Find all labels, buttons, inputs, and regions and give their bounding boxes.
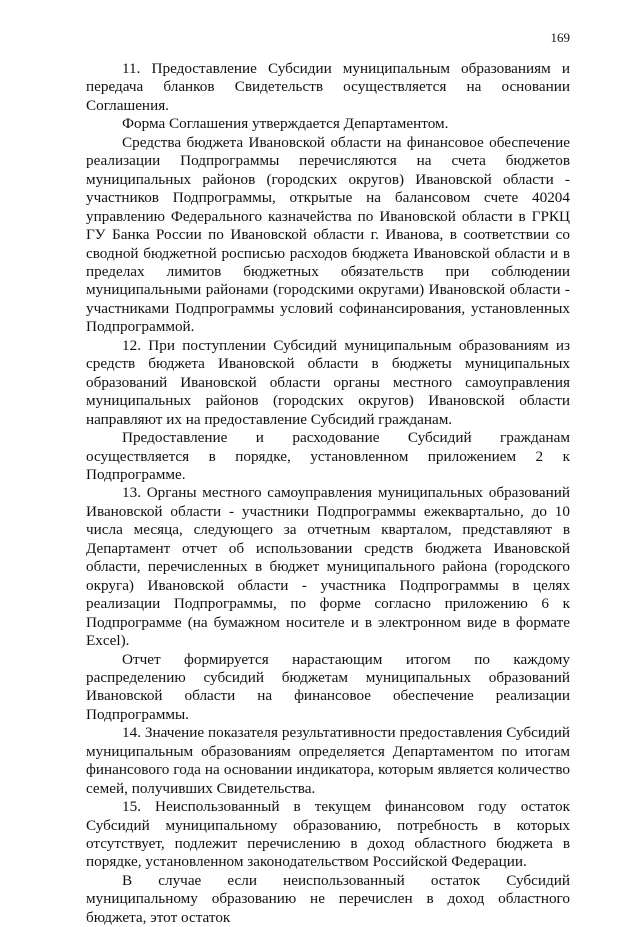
paragraph-budget-funds-transfer: Средства бюджета Ивановской области на финансовое обеспечение реализации Подпрограммы перечисляются на счета бюджетов муниципальных районов (городских округов) Ивановской области - участников Подпрограммы, открытые на балансовом счете 40204 управлению Федерального казначейства по Ивановской области в ГРКЦ ГУ Банка России по Ивановской области г. Иванова, в соответствии со сводной бюджетной росписью расходов бюджета Ивановской области и в пределах лимитов бюджетных обязательств при соблюдении муниципальными районами (городскими округами) Ивановской области - участниками Подпрограммы условий софинансирования, установленных Подпрограммой. (86, 133, 570, 336)
paragraph-subsidy-usage-order: Предоставление и расходование Субсидий гражданам осуществляется в порядке, установленном приложением 2 к Подпрограмме. (86, 429, 570, 483)
document-body (86, 60, 570, 927)
paragraph-unused-balance-case: В случае если неиспользованный остаток Субсидий муниципальному образованию не перечислен в доход областного бюджета, этот остаток (86, 871, 570, 926)
paragraph-15-unused-balance: 15. Неиспользованный в текущем финансовом году остаток Субсидий муниципальному образованию, потребность в которых отсутствует, подлежит перечислению в доход областного бюджета в порядке, установленном законодательством Российской Федерации. (86, 798, 570, 871)
paragraph-13-quarterly-report: 13. Органы местного самоуправления муниципальных образований Ивановской области - участники Подпрограммы ежеквартально, до 10 числа месяца, следующего за отчетным кварталом, представляют в Департамент отчет об использовании средств бюджета Ивановской области, перечисленных в бюджет муниципального района (городского округа) Ивановской области - участника Подпрограммы в целях реализации Подпрограммы, по форме согласно приложению 6 к Подпрограмме (на бумажном носителе и в электронном виде в формате Excel). (86, 484, 570, 650)
paragraph-11-subsidy-provision: 11. Предоставление Субсидии муниципальным образованиям и передача бланков Свидетельств осуществляется на основании Соглашения. (86, 60, 570, 114)
paragraph-report-cumulative: Отчет формируется нарастающим итогом по каждому распределению субсидий бюджетам муниципальных образований Ивановской области на финансовое обеспечение реализации Подпрограммы. (86, 650, 570, 723)
paragraph-12-subsidy-receipt: 12. При поступлении Субсидий муниципальным образованиям из средств бюджета Ивановской области в бюджеты муниципальных образований Ивановской области органы местного самоуправления муниципальных районов (городских округов) Ивановской области направляют их на предоставление Субсидий гражданам. (86, 336, 570, 428)
paragraph-agreement-form: Форма Соглашения утверждается Департаментом. (122, 115, 449, 133)
page-number: 169 (550, 30, 570, 45)
paragraph-14-performance-indicator: 14. Значение показателя результативности предоставления Субсидий муниципальным образованиям определяется Департаментом по итогам финансового года на основании индикатора, которым является количество семей, получивших Свидетельства. (86, 724, 570, 797)
